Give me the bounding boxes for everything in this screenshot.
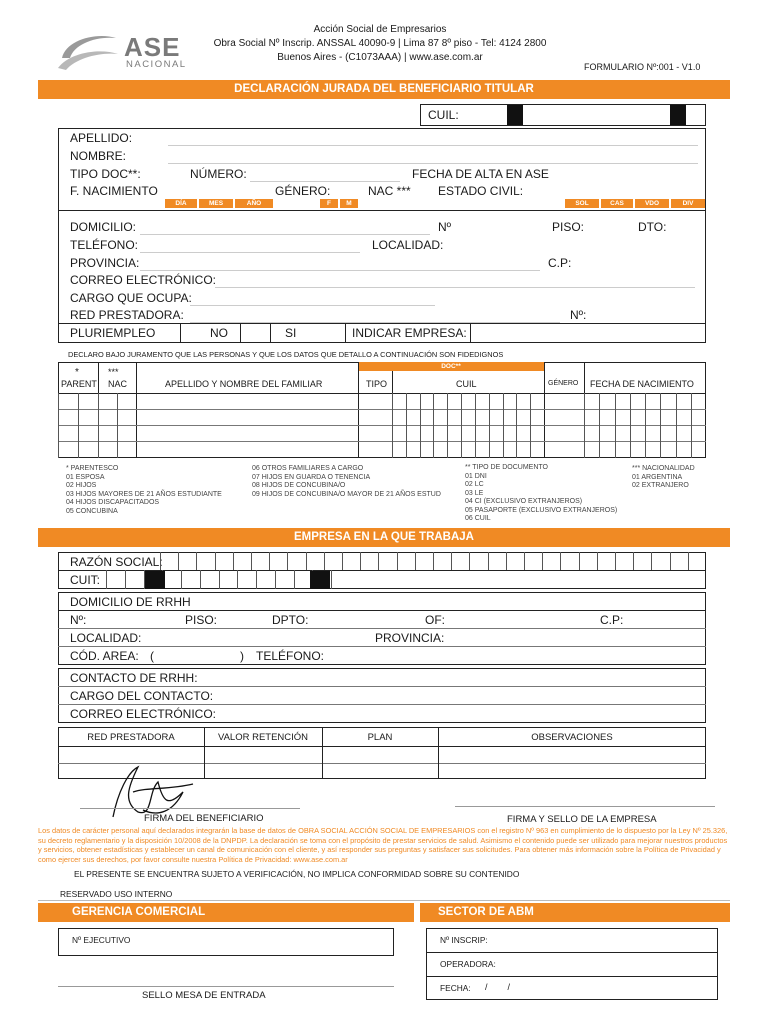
estado-civil-label: ESTADO CIVIL:	[438, 184, 524, 198]
sello-label: SELLO MESA DE ENTRADA	[142, 990, 266, 1001]
family-nac: NAC	[108, 379, 128, 389]
operadora-label: OPERADORA:	[440, 959, 496, 969]
fecha-label: FECHA:	[440, 983, 471, 993]
cargo-label: CARGO QUE OCUPA:	[70, 291, 192, 305]
provincia-label: PROVINCIA:	[70, 256, 140, 270]
cuil-box[interactable]	[420, 104, 706, 126]
pluriempleo-label: PLURIEMPLEO	[70, 326, 156, 340]
verification-text: EL PRESENTE SE ENCUENTRA SUJETO A VERIFICACIÓN, NO IMPLICA CONFORMIDAD SOBRE SU CONTENIDO	[74, 869, 520, 879]
civil-vdo-bar[interactable]: VDO	[635, 199, 669, 208]
family-cells-nac[interactable]	[98, 393, 136, 458]
domicilio-field[interactable]	[140, 234, 430, 235]
mes-bar: MES	[199, 199, 233, 208]
fecha-alta-label: FECHA DE ALTA EN ASE	[412, 167, 549, 181]
cuit-black-1	[145, 571, 165, 589]
legend-p-2: 02 HIJOS	[66, 482, 97, 489]
pluri-row-top	[58, 323, 706, 324]
rrhh-dpto-label: DPTO:	[272, 613, 309, 627]
legend-p2-1: 07 HIJOS EN GUARDA O TENENCIA	[252, 473, 371, 481]
cargo-contacto-label: CARGO DEL CONTACTO:	[70, 689, 214, 703]
section-titular-bar: DECLARACIÓN JURADA DEL BENEFICIARIO TITULAR	[38, 80, 730, 99]
legend-t-4: 04 CI (EXCLUSIVO EXTRANJEROS)	[465, 498, 583, 505]
family-col-2	[136, 362, 137, 458]
nombre-label: NOMBRE:	[70, 149, 127, 163]
legend-p-4: 04 HIJOS DISCAPACITADOS	[66, 499, 160, 506]
family-fecha: FECHA DE NACIMIENTO	[590, 379, 694, 389]
firma-empresa-line	[455, 806, 715, 807]
gender-f-bar[interactable]: F	[320, 199, 338, 208]
legend-t-1: 01 DNI	[465, 472, 487, 480]
piso-label: PISO:	[552, 220, 585, 234]
rrhh-paren-close: )	[240, 649, 244, 663]
cuil-label: CUIL:	[428, 108, 459, 122]
row-divider	[58, 210, 706, 211]
apellido-field[interactable]	[168, 145, 698, 146]
telefono-field[interactable]	[140, 252, 360, 253]
gerencia-label: GERENCIA COMERCIAL	[72, 906, 206, 918]
legend-n-0: *** NACIONALIDAD	[632, 465, 695, 472]
family-apellido: APELLIDO Y NOMBRE DEL FAMILIAR	[165, 379, 323, 389]
civil-sol-bar[interactable]: SOL	[565, 199, 599, 208]
legend-nacionalidad	[632, 465, 695, 491]
gender-m-bar[interactable]: M	[340, 199, 358, 208]
legend-t-2: 02 LC	[465, 481, 484, 488]
declaration-text: DECLARO BAJO JURAMENTO QUE LAS PERSONAS Y QUE LOS DATOS QUE DETALLO A CONTINUACIÓN SON FIDEDIGNOS	[68, 350, 504, 359]
cuit-label: CUIT:	[70, 573, 100, 587]
pluri-div-4	[345, 323, 346, 343]
nac-label: NAC ***	[368, 184, 411, 198]
legend-n-1: 01 ARGENTINA	[632, 473, 683, 481]
family-col-3	[358, 362, 359, 458]
form-code: FORMULARIO Nº:001 - V1.0	[584, 62, 701, 72]
fecha-separators: / /	[485, 982, 511, 992]
legend-t-3: 03 LE	[465, 489, 484, 497]
pluri-div-3	[270, 323, 271, 343]
numero-field[interactable]	[250, 181, 400, 182]
red-prestadora-label: RED PRESTADORA:	[70, 308, 184, 322]
reservado-label: RESERVADO USO INTERNO	[60, 889, 173, 899]
plan-obs-header: OBSERVACIONES	[531, 732, 613, 743]
red-nro-label: Nº:	[570, 308, 587, 322]
family-star1: *	[75, 367, 79, 378]
plan-red-header: RED PRESTADORA	[87, 732, 175, 743]
plan-valor-header: VALOR RETENCIÓN	[217, 732, 309, 743]
correo-label: CORREO ELECTRÓNICO:	[70, 273, 217, 287]
legend-parentesco	[66, 465, 222, 516]
rrhh-paren-open: (	[150, 649, 154, 663]
pluriempleo-si[interactable]: SI	[285, 326, 297, 340]
pluri-div-2	[240, 323, 241, 343]
internal-dotted-line	[38, 900, 730, 901]
domicilio-label: DOMICILIO:	[70, 220, 137, 234]
localidad-label: LOCALIDAD:	[372, 238, 444, 252]
gerencia-bar	[38, 903, 414, 922]
header-line-2: Obra Social Nº Inscrip. ANSSAL 40090-9 | Lima 87 8º piso - Tel: 4124 2800	[213, 38, 547, 49]
family-col-5	[544, 362, 545, 458]
rrhh-piso-label: PISO:	[185, 613, 218, 627]
rrhh-cp-label: C.P:	[600, 613, 624, 627]
abm-row-1	[426, 952, 718, 953]
legend-parentesco-2	[252, 465, 441, 499]
firma-beneficiario-label: FIRMA DEL BENEFICIARIO	[144, 813, 264, 824]
numero-label: NÚMERO:	[190, 167, 247, 181]
razon-label: RAZÓN SOCIAL:	[70, 555, 163, 569]
civil-div-bar[interactable]: DIV	[671, 199, 705, 208]
genero-label: GÉNERO:	[275, 184, 331, 198]
family-cells-fecha[interactable]	[584, 393, 706, 458]
legend-t-6: 06 CUIL	[465, 515, 491, 522]
legend-p2-3: 09 HIJOS DE CONCUBINA/O MAYOR DE 21 AÑOS ESTUD	[252, 490, 441, 498]
rrhh-cod-area-label: CÓD. AREA:	[70, 649, 139, 663]
sector-label: SECTOR DE ABM	[438, 906, 534, 918]
rrhh-nro-label: Nº:	[70, 613, 87, 627]
nro-label: Nº	[438, 220, 452, 234]
legend-p-0: * PARENTESCO	[66, 465, 119, 472]
rrhh-divider	[58, 610, 706, 611]
cuit-black-2	[310, 571, 330, 589]
legend-p-1: 01 ESPOSA	[66, 473, 105, 481]
family-cells-cuil[interactable]	[392, 393, 544, 458]
nombre-field[interactable]	[168, 163, 698, 164]
family-cells-parent[interactable]	[58, 393, 98, 458]
plan-plan-header: PLAN	[367, 732, 393, 743]
contacto-row-2	[58, 686, 706, 687]
legend-p2-0: 06 OTROS FAMILIARES A CARGO	[252, 465, 364, 472]
rrhh-of-label: OF:	[425, 613, 445, 627]
cp-label: C.P:	[548, 256, 572, 270]
ejecutivo-label: Nº EJECUTIVO	[72, 935, 131, 945]
telefono-label: TELÉFONO:	[70, 238, 139, 252]
family-star3: ***	[108, 367, 119, 377]
anio-bar: AÑO	[235, 199, 273, 208]
rrhh-row-3	[58, 646, 706, 647]
contacto-label: CONTACTO DE RRHH:	[70, 671, 198, 685]
firma-beneficiario-line	[80, 808, 300, 809]
family-tipo: TIPO	[366, 379, 388, 389]
header-line-3: Buenos Aires - (C1073AAA) | www.ase.com.ar	[277, 52, 483, 63]
correo-contacto-label: CORREO ELECTRÓNICO:	[70, 707, 217, 721]
legend-t-0: ** TIPO DE DOCUMENTO	[465, 464, 548, 471]
section-empresa-bar: EMPRESA EN LA QUE TRABAJA	[38, 528, 730, 547]
apellido-label: APELLIDO:	[70, 131, 133, 145]
cuil-black-cell-1	[507, 105, 523, 125]
legend-tipo-doc	[465, 464, 617, 524]
legend-p-3: 03 HIJOS MAYORES DE 21 AÑOS ESTUDIANTE	[66, 490, 222, 498]
legend-p2-2: 08 HIJOS DE CONCUBINA/O	[252, 482, 346, 489]
ase-logo	[56, 28, 186, 72]
cuil-black-cell-2	[670, 105, 686, 125]
family-doc-bar: DOC**	[358, 362, 544, 371]
cargo-field[interactable]	[190, 305, 435, 306]
legend-p-5: 05 CONCUBINA	[66, 507, 118, 515]
indicar-empresa-label: INDICAR EMPRESA:	[352, 326, 467, 340]
rrhh-row-2	[58, 628, 706, 629]
pluri-div-1	[180, 323, 181, 343]
firma-empresa-label: FIRMA Y SELLO DE LA EMPRESA	[507, 814, 657, 825]
plan-header-divider	[58, 746, 706, 747]
header-line-1: Acción Social de Empresarios	[313, 24, 447, 35]
logo-text: ASE	[124, 32, 181, 62]
domicilio-rrhh-label: DOMICILIO DE RRHH	[70, 595, 191, 609]
family-cuil: CUIL	[456, 379, 477, 389]
rrhh-provincia-label: PROVINCIA:	[375, 631, 445, 645]
family-parent: PARENT	[61, 379, 97, 389]
sector-bar	[420, 903, 730, 922]
civil-cas-bar[interactable]: CAS	[601, 199, 633, 208]
tipo-doc-label: TIPO DOC**:	[70, 167, 141, 181]
contacto-row-3	[58, 704, 706, 705]
pluri-div-5	[470, 323, 471, 343]
logo-swoosh-icon	[56, 28, 126, 72]
pluriempleo-no[interactable]: NO	[210, 326, 228, 340]
family-genero: GÉNERO	[548, 380, 579, 387]
abm-row-2	[426, 976, 718, 977]
legal-note: Los datos de carácter personal aquí declarados integrarán la base de datos de OBRA SOCIAL ACCIÓN SOCIAL DE EMPRESARIOS con el registro Nº 963 en cumplimiento de lo dispuesto por la Ley Nº 25.326, su decreto reglamentario y la disposición 10/2008 de la DNPDP. La declaración se toma con el propósito de prestar servicios de salud. Asimismo el contenido puede ser utilizado para mejorar nuestros productos y servicios, obtener estadísticas y establecer un canal de comunicación con el cliente, y así responder sus preguntas y satisfacer sus solicitudes. Para obtener más información sobre la Política de Privacidad y como ejercer sus derechos, por favor consulte nuestra Política de Privacidad: www.ase.com.ar	[38, 826, 728, 864]
provincia-field[interactable]	[140, 270, 540, 271]
inscrip-label: Nº INSCRIP:	[440, 935, 488, 945]
f-nacimiento-label: F. NACIMIENTO	[70, 184, 158, 198]
legend-n-2: 02 EXTRANJERO	[632, 482, 689, 489]
correo-field[interactable]	[215, 287, 695, 288]
logo-subtext: NACIONAL	[126, 59, 187, 70]
razon-cells[interactable]	[160, 552, 706, 570]
dto-label: DTO:	[638, 220, 667, 234]
dia-bar: DÍA	[165, 199, 197, 208]
rrhh-telefono-label: TELÉFONO:	[256, 649, 325, 663]
sello-line	[58, 986, 394, 987]
legend-t-5: 05 PASAPORTE (EXCLUSIVO EXTRANJEROS)	[465, 506, 618, 514]
rrhh-localidad-label: LOCALIDAD:	[70, 631, 142, 645]
